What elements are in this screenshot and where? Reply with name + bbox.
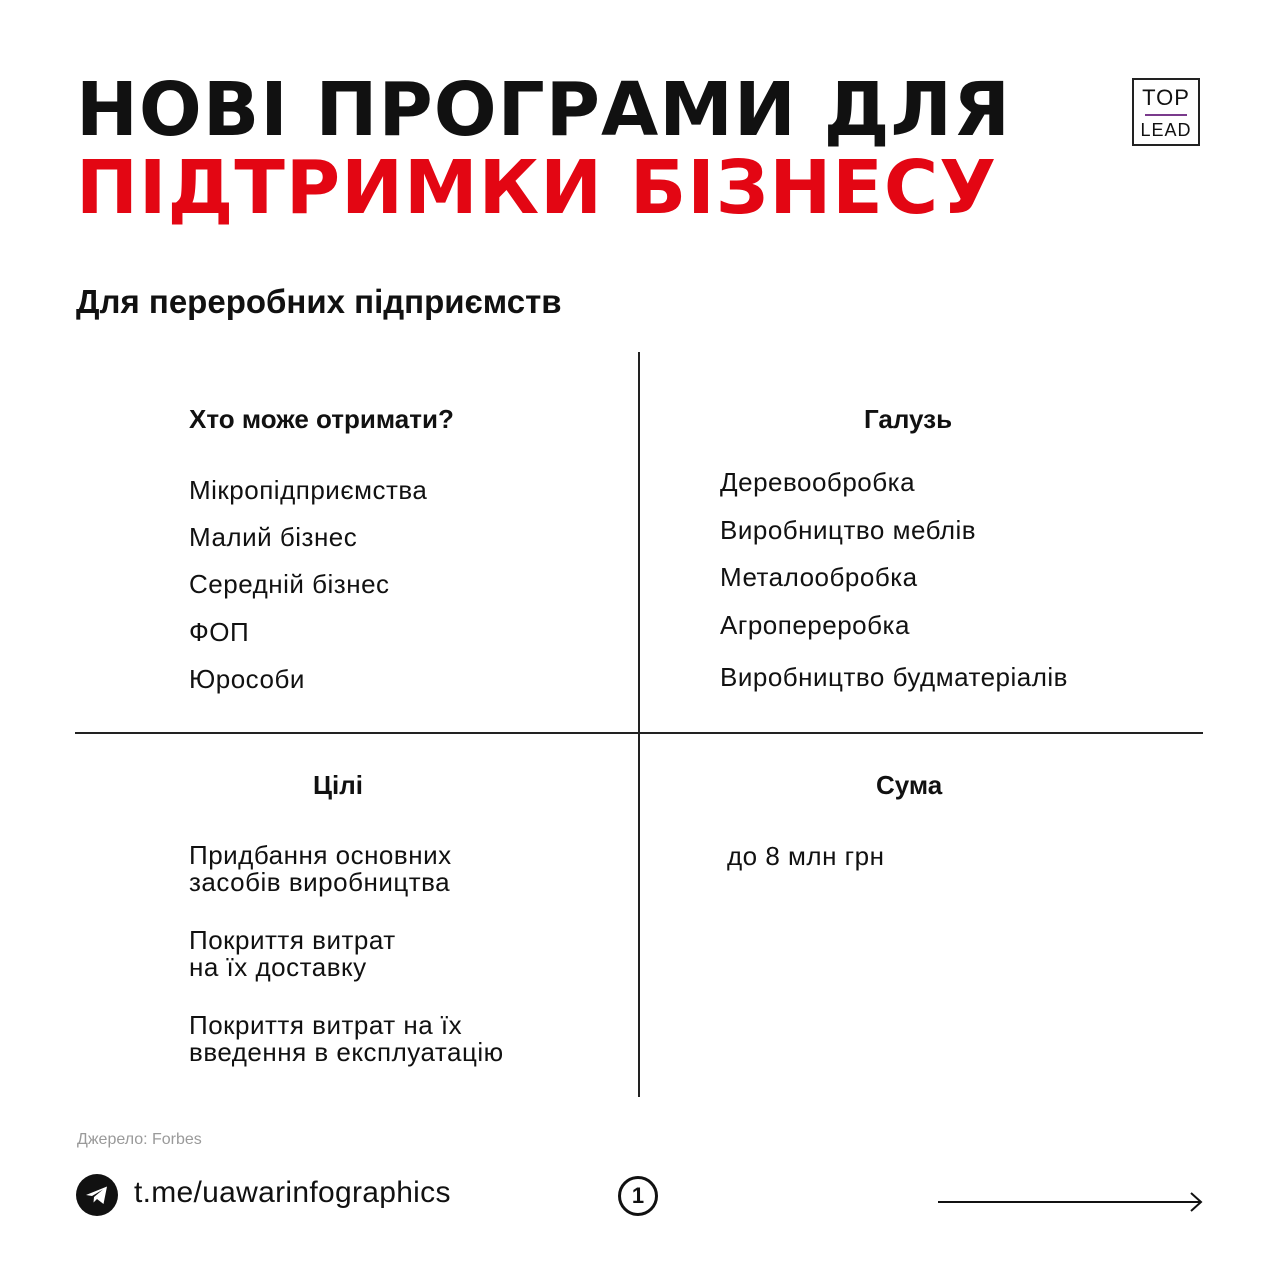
industry-item: Виробництво будматеріалів: [720, 662, 1068, 692]
who-item: Мікропідприємства: [189, 475, 428, 505]
industry-item: Агропереробка: [720, 610, 910, 640]
goal-item: [189, 927, 396, 981]
title-line-1: НОВІ ПРОГРАМИ ДЛЯ: [76, 67, 1011, 153]
industry-item: Деревообробка: [720, 467, 916, 497]
page-number-badge: 1: [618, 1176, 658, 1216]
who-item: Малий бізнес: [189, 522, 358, 552]
goal-item-line: Покриття витрат на їх: [189, 1010, 463, 1040]
goals-heading: Цілі: [313, 770, 363, 800]
goal-item: [189, 1012, 504, 1066]
amount-heading: Сума: [876, 770, 943, 800]
goal-item-line: засобів виробництва: [189, 867, 451, 897]
top-lead-logo: [1132, 78, 1200, 146]
who-item: ФОП: [189, 617, 250, 647]
logo-line-2: LEAD: [1140, 120, 1192, 140]
logo-divider: [1145, 114, 1187, 116]
goal-item-line: введення в експлуатацію: [189, 1037, 504, 1067]
logo-line-1: TOP: [1142, 85, 1190, 110]
goal-item: [189, 842, 452, 896]
goal-item-line: на їх доставку: [189, 952, 367, 982]
source-note: Джерело: Forbes: [77, 1131, 202, 1148]
who-item: Середній бізнес: [189, 569, 390, 599]
horizontal-divider: [75, 732, 1203, 734]
arrow-right-icon[interactable]: [938, 1190, 1204, 1219]
amount-value: до 8 млн грн: [727, 841, 885, 871]
who-item: Юрособи: [189, 664, 305, 694]
goal-item-line: Покриття витрат: [189, 925, 396, 955]
title-line-2: ПІДТРИМКИ БІЗНЕСУ: [76, 145, 998, 231]
telegram-link[interactable]: t.me/uawarinfographics: [134, 1176, 451, 1209]
goal-item-line: Придбання основних: [189, 840, 452, 870]
industry-heading: Галузь: [864, 404, 953, 434]
subtitle: Для переробних підприємств: [76, 283, 562, 320]
vertical-divider: [638, 352, 640, 1097]
who-heading: Хто може отримати?: [189, 404, 454, 434]
industry-item: Виробництво меблів: [720, 515, 977, 545]
industry-item: Металообробка: [720, 562, 918, 592]
telegram-icon[interactable]: [76, 1174, 118, 1216]
